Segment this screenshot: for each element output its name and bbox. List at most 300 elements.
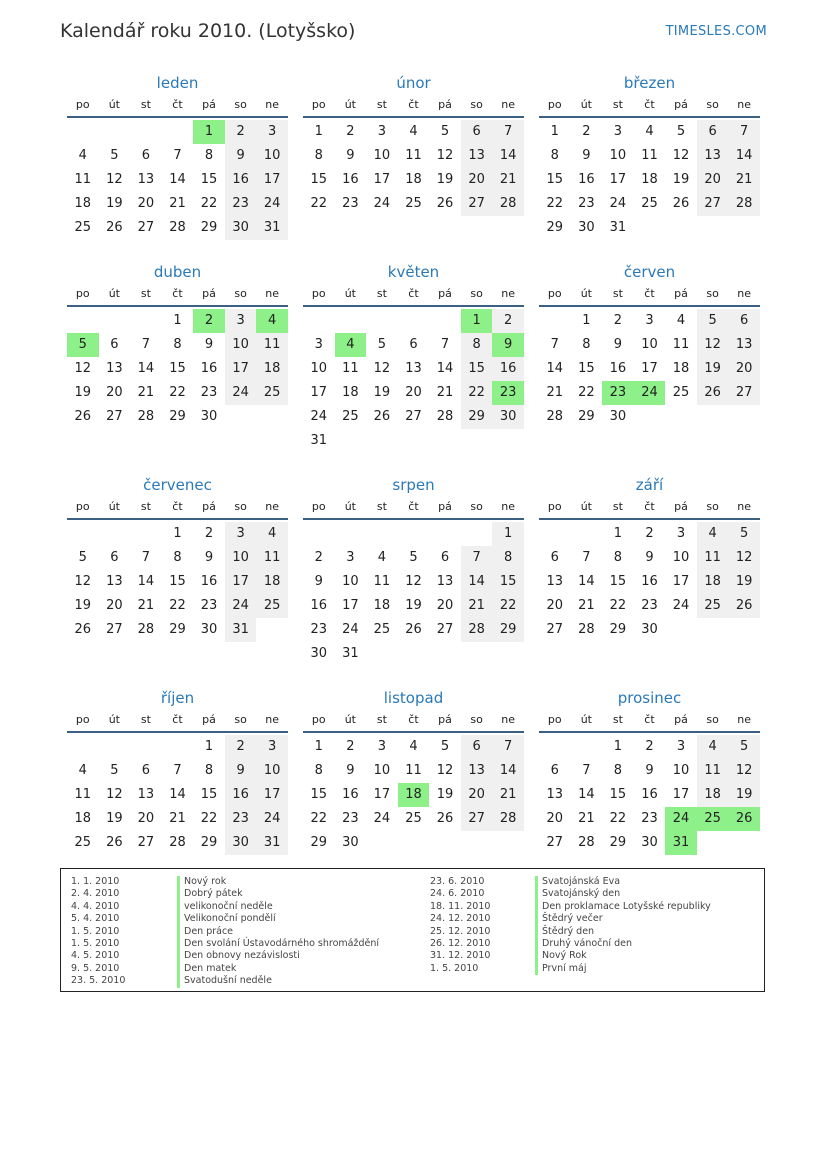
day-cell: 14	[461, 570, 493, 594]
day-cell: 23	[225, 192, 257, 216]
weekday-label: st	[376, 500, 387, 513]
day-cell: 6	[550, 763, 559, 778]
weekday-label: ne	[265, 98, 280, 111]
day-cell: 3	[225, 522, 257, 546]
day-cell: 11	[697, 546, 729, 570]
weekday-label: st	[376, 287, 387, 300]
day-cell: 6	[728, 309, 760, 333]
weekday-label: ne	[501, 98, 516, 111]
weekday-label: pá	[674, 500, 688, 513]
weekday-header	[539, 283, 760, 307]
day-cell: 1	[314, 124, 323, 139]
day-cell: 12	[436, 763, 454, 778]
weekday-label: st	[140, 713, 151, 726]
weekday-header	[303, 709, 524, 733]
day-cell: 9	[225, 144, 257, 168]
legend-holiday-name: Svatojánský den	[535, 888, 711, 900]
day-cell: 15	[609, 574, 627, 589]
day-cell: 17	[225, 357, 257, 381]
day-cell: 4	[409, 739, 418, 754]
month-11	[539, 687, 760, 850]
weekday-label: ne	[737, 98, 752, 111]
day-cell: 17	[342, 598, 359, 613]
day-cell: 26	[672, 196, 690, 211]
day-cell: 10	[225, 333, 257, 357]
weekday-label: út	[344, 98, 356, 111]
weekday-label: ne	[737, 500, 752, 513]
day-cell: 27	[106, 622, 123, 637]
day-cell: 6	[141, 763, 151, 778]
weekday-label: st	[376, 713, 387, 726]
day-cell: 11	[342, 361, 359, 376]
weekday-label: po	[547, 713, 562, 726]
day-cell: 3	[346, 550, 355, 565]
weekday-label: čt	[408, 713, 419, 726]
weekday-label: pá	[202, 500, 216, 513]
day-cell: 15	[169, 361, 186, 376]
day-cell: 31	[609, 220, 627, 235]
day-cell: 8	[613, 763, 623, 778]
day-cell: 2	[346, 124, 355, 139]
day-cell: 28	[728, 192, 760, 216]
month-3	[67, 261, 288, 424]
day-cell: 18	[641, 172, 658, 187]
day-cell: 30	[310, 646, 328, 661]
day-cell: 12	[373, 361, 391, 376]
weekday-label: čt	[644, 500, 655, 513]
day-cell: 20	[546, 811, 564, 826]
weekday-label: po	[75, 98, 90, 111]
day-cell: 26	[405, 622, 422, 637]
day-cell: 21	[492, 168, 524, 192]
legend-holiday-name: Svatojánská Eva	[535, 876, 711, 888]
day-cell: 18	[256, 570, 288, 594]
weekday-label: čt	[172, 713, 183, 726]
day-cell: 27	[106, 409, 123, 424]
day-cell: 20	[728, 357, 760, 381]
month-0	[67, 72, 288, 235]
weekday-label: út	[344, 287, 356, 300]
day-cell: 3	[256, 120, 288, 144]
day-cell: 26	[373, 409, 391, 424]
day-cell: 1	[173, 313, 182, 328]
day-cell: 11	[672, 337, 690, 352]
day-cell: 2	[492, 309, 524, 333]
day-cell: 17	[373, 787, 391, 802]
month-name: únor	[396, 74, 431, 92]
day-cell: 8	[204, 763, 214, 778]
month-7	[303, 474, 524, 661]
holiday-day-cell: 1	[461, 309, 493, 333]
weekday-label: st	[140, 287, 151, 300]
day-cell: 12	[672, 148, 690, 163]
day-cell: 24	[225, 381, 257, 405]
day-cell: 29	[200, 220, 218, 235]
day-cell: 16	[641, 574, 658, 589]
day-cell: 29	[609, 835, 627, 850]
weekday-label: čt	[408, 287, 419, 300]
day-cell: 12	[106, 172, 123, 187]
day-cell: 10	[609, 148, 627, 163]
day-cell: 26	[436, 196, 454, 211]
day-cell: 4	[645, 124, 654, 139]
weekday-label: po	[311, 500, 326, 513]
day-cell: 20	[461, 783, 493, 807]
weekday-label: ne	[737, 713, 752, 726]
legend-holiday-name: Nový rok	[177, 876, 379, 888]
month-name: duben	[153, 263, 202, 281]
day-cell: 15	[546, 172, 564, 187]
legend-holiday-name: Nový Rok	[535, 950, 711, 962]
weekday-label: so	[706, 713, 719, 726]
day-cell: 17	[672, 787, 690, 802]
month-1	[303, 72, 524, 211]
day-cell: 21	[728, 168, 760, 192]
day-cell: 19	[697, 357, 729, 381]
day-cell: 12	[74, 574, 92, 589]
day-cell: 8	[613, 550, 623, 565]
holiday-day-cell: 2	[193, 309, 225, 333]
holiday-day-cell: 23	[492, 381, 524, 405]
day-cell: 5	[377, 337, 387, 352]
day-cell: 12	[728, 759, 760, 783]
weekday-label: so	[470, 98, 483, 111]
day-cell: 3	[314, 337, 323, 352]
day-cell: 28	[492, 807, 524, 831]
day-cell: 23	[342, 811, 359, 826]
day-cell: 2	[645, 526, 654, 541]
weekday-label: út	[580, 500, 592, 513]
day-cell: 3	[645, 313, 654, 328]
day-cell: 22	[310, 196, 328, 211]
day-cell: 8	[461, 333, 493, 357]
day-cell: 2	[204, 526, 214, 541]
day-cell: 21	[169, 811, 186, 826]
weekday-label: čt	[172, 287, 183, 300]
weekday-header	[67, 709, 288, 733]
day-cell: 21	[461, 594, 493, 618]
day-cell: 19	[74, 598, 92, 613]
legend-date: 24. 12. 2010	[430, 913, 491, 925]
month-name: květen	[387, 263, 440, 281]
weekday-label: po	[75, 287, 90, 300]
weekday-label: pá	[202, 287, 216, 300]
day-cell: 27	[461, 192, 493, 216]
day-cell: 19	[74, 385, 92, 400]
legend-holiday-name: Štědrý den	[535, 926, 711, 938]
weekday-label: pá	[438, 713, 452, 726]
weekday-label: pá	[438, 287, 452, 300]
day-cell: 25	[672, 385, 690, 400]
day-cell: 5	[440, 124, 450, 139]
weekday-label: pá	[202, 98, 216, 111]
day-cell: 14	[169, 172, 186, 187]
day-cell: 1	[173, 526, 182, 541]
day-cell: 6	[550, 550, 559, 565]
weekday-label: pá	[674, 287, 688, 300]
weekday-label: pá	[202, 713, 216, 726]
day-cell: 17	[641, 361, 658, 376]
day-cell: 4	[78, 148, 87, 163]
day-cell: 8	[582, 337, 591, 352]
day-cell: 22	[609, 811, 627, 826]
day-cell: 29	[310, 835, 328, 850]
day-cell: 1	[204, 739, 214, 754]
day-cell: 13	[546, 574, 564, 589]
day-cell: 2	[582, 124, 591, 139]
day-cell: 2	[225, 120, 257, 144]
day-cell: 28	[578, 835, 595, 850]
month-name: listopad	[383, 689, 444, 707]
day-cell: 29	[578, 409, 595, 424]
day-cell: 31	[225, 618, 257, 642]
legend-holiday-name: Den svolání Ústavodárného shromáždění	[177, 938, 379, 950]
day-cell: 19	[106, 811, 123, 826]
day-cell: 19	[405, 598, 422, 613]
legend-date: 26. 12. 2010	[430, 937, 491, 949]
day-cell: 26	[728, 594, 760, 618]
day-cell: 5	[697, 309, 729, 333]
day-cell: 4	[676, 313, 686, 328]
legend-holiday-name: Štědrý večer	[535, 913, 711, 925]
day-cell: 20	[697, 168, 729, 192]
day-cell: 9	[645, 763, 654, 778]
day-cell: 24	[609, 196, 627, 211]
day-cell: 24	[256, 807, 288, 831]
day-cell: 16	[609, 361, 627, 376]
day-cell: 29	[609, 622, 627, 637]
day-cell: 27	[436, 622, 454, 637]
weekday-label: ne	[501, 287, 516, 300]
day-cell: 1	[613, 526, 623, 541]
day-cell: 20	[106, 385, 123, 400]
day-cell: 26	[106, 835, 123, 850]
day-cell: 20	[461, 168, 493, 192]
day-cell: 19	[728, 783, 760, 807]
day-cell: 28	[137, 409, 155, 424]
weekday-label: st	[612, 98, 623, 111]
weekday-label: po	[311, 713, 326, 726]
day-cell: 10	[672, 763, 690, 778]
legend-date: 2. 4. 2010	[71, 888, 120, 900]
day-cell: 11	[74, 172, 92, 187]
holiday-day-cell: 5	[67, 333, 99, 357]
legend-holiday-name: Velikonoční pondělí	[177, 913, 379, 925]
day-cell: 14	[137, 574, 155, 589]
day-cell: 18	[256, 357, 288, 381]
day-cell: 29	[492, 618, 524, 642]
weekday-label: st	[612, 500, 623, 513]
weekday-label: st	[376, 98, 387, 111]
weekday-label: pá	[674, 98, 688, 111]
weekday-label: čt	[172, 500, 183, 513]
day-cell: 28	[137, 622, 155, 637]
weekday-label: út	[108, 500, 120, 513]
day-cell: 21	[137, 385, 155, 400]
day-cell: 5	[78, 550, 87, 565]
month-8	[539, 474, 760, 637]
day-cell: 26	[74, 409, 92, 424]
day-cell: 13	[137, 787, 155, 802]
day-cell: 5	[676, 124, 686, 139]
day-cell: 9	[645, 550, 654, 565]
legend-date: 9. 5. 2010	[71, 962, 120, 974]
day-cell: 23	[641, 598, 658, 613]
day-cell: 22	[546, 196, 564, 211]
day-cell: 16	[641, 787, 658, 802]
day-cell: 4	[256, 522, 288, 546]
day-cell: 27	[546, 622, 564, 637]
weekday-label: út	[108, 713, 120, 726]
day-cell: 24	[256, 192, 288, 216]
weekday-label: ne	[737, 287, 752, 300]
weekday-label: so	[706, 500, 719, 513]
legend-date: 18. 11. 2010	[430, 900, 491, 912]
day-cell: 20	[546, 598, 564, 613]
day-cell: 18	[405, 172, 422, 187]
day-cell: 30	[641, 835, 658, 850]
day-cell: 20	[137, 811, 155, 826]
day-cell: 11	[373, 574, 391, 589]
day-cell: 15	[310, 787, 328, 802]
site-link[interactable]: TIMESLES.COM	[665, 24, 767, 39]
weekday-label: ne	[501, 713, 516, 726]
weekday-label: po	[547, 500, 562, 513]
day-cell: 30	[578, 220, 595, 235]
legend-holiday-name: Den práce	[177, 926, 379, 938]
day-cell: 7	[173, 148, 182, 163]
day-cell: 12	[74, 361, 92, 376]
day-cell: 8	[550, 148, 559, 163]
weekday-header	[67, 94, 288, 118]
weekday-label: čt	[644, 713, 655, 726]
day-cell: 4	[78, 763, 87, 778]
day-cell: 24	[225, 594, 257, 618]
day-cell: 10	[256, 759, 288, 783]
month-10	[303, 687, 524, 850]
day-cell: 24	[342, 622, 359, 637]
day-cell: 3	[676, 526, 686, 541]
day-cell: 15	[578, 361, 595, 376]
weekday-label: pá	[438, 500, 452, 513]
day-cell: 14	[492, 144, 524, 168]
holiday-day-cell: 4	[256, 309, 288, 333]
day-cell: 22	[169, 598, 186, 613]
weekday-label: čt	[172, 98, 183, 111]
legend-holiday-name: Dobrý pátek	[177, 888, 379, 900]
day-cell: 10	[641, 337, 658, 352]
day-cell: 25	[74, 220, 92, 235]
day-cell: 25	[256, 381, 288, 405]
day-cell: 18	[697, 570, 729, 594]
legend-date: 1. 5. 2010	[71, 937, 120, 949]
legend-holiday-name: Druhý vánoční den	[535, 938, 711, 950]
day-cell: 4	[697, 735, 729, 759]
day-cell: 10	[225, 546, 257, 570]
day-cell: 6	[461, 735, 493, 759]
day-cell: 3	[676, 739, 686, 754]
weekday-label: út	[344, 500, 356, 513]
weekday-label: so	[234, 500, 247, 513]
month-name: září	[635, 476, 664, 494]
day-cell: 12	[106, 787, 123, 802]
holiday-day-cell: 23	[602, 381, 634, 405]
weekday-label: po	[311, 98, 326, 111]
day-cell: 30	[609, 409, 627, 424]
day-cell: 6	[409, 337, 418, 352]
day-cell: 14	[436, 361, 454, 376]
weekday-header	[539, 496, 760, 520]
day-cell: 8	[314, 763, 323, 778]
day-cell: 31	[342, 646, 359, 661]
weekday-header	[67, 496, 288, 520]
day-cell: 21	[578, 598, 595, 613]
legend-date: 5. 4. 2010	[71, 913, 120, 925]
day-cell: 6	[697, 120, 729, 144]
day-cell: 26	[436, 811, 454, 826]
weekday-header	[303, 283, 524, 307]
day-cell: 22	[310, 811, 328, 826]
day-cell: 11	[405, 763, 422, 778]
day-cell: 13	[461, 144, 493, 168]
month-5	[539, 261, 760, 424]
day-cell: 5	[409, 550, 418, 565]
day-cell: 30	[492, 405, 524, 429]
day-cell: 18	[672, 361, 690, 376]
weekday-header	[303, 94, 524, 118]
day-cell: 4	[377, 550, 387, 565]
day-cell: 16	[342, 787, 359, 802]
month-2	[539, 72, 760, 235]
legend-date: 1. 5. 2010	[71, 925, 120, 937]
day-cell: 29	[200, 835, 218, 850]
weekday-label: ne	[265, 287, 280, 300]
holiday-day-cell: 24	[634, 381, 666, 405]
day-cell: 13	[106, 361, 123, 376]
weekday-header	[67, 283, 288, 307]
day-cell: 1	[314, 739, 323, 754]
day-cell: 25	[373, 622, 391, 637]
day-cell: 27	[137, 835, 155, 850]
day-cell: 24	[310, 409, 328, 424]
day-cell: 14	[137, 361, 155, 376]
legend-date: 1. 1. 2010	[71, 876, 120, 887]
day-cell: 24	[672, 598, 690, 613]
weekday-label: so	[706, 287, 719, 300]
day-cell: 23	[200, 598, 218, 613]
day-cell: 13	[728, 333, 760, 357]
day-cell: 25	[342, 409, 359, 424]
legend-date: 1. 5. 2010	[430, 962, 479, 974]
legend-holiday-name: velikonoční neděle	[177, 901, 379, 913]
day-cell: 15	[200, 172, 218, 187]
day-cell: 10	[373, 148, 391, 163]
day-cell: 14	[728, 144, 760, 168]
holiday-legend	[60, 868, 765, 992]
weekday-label: st	[612, 287, 623, 300]
day-cell: 14	[492, 759, 524, 783]
day-cell: 7	[492, 735, 524, 759]
day-cell: 21	[169, 196, 186, 211]
month-4	[303, 261, 524, 448]
day-cell: 7	[550, 337, 559, 352]
day-cell: 24	[373, 811, 391, 826]
day-cell: 1	[492, 522, 524, 546]
weekday-label: po	[311, 287, 326, 300]
day-cell: 25	[74, 835, 92, 850]
day-cell: 16	[310, 598, 328, 613]
legend-holiday-name: Den matek	[177, 963, 379, 975]
